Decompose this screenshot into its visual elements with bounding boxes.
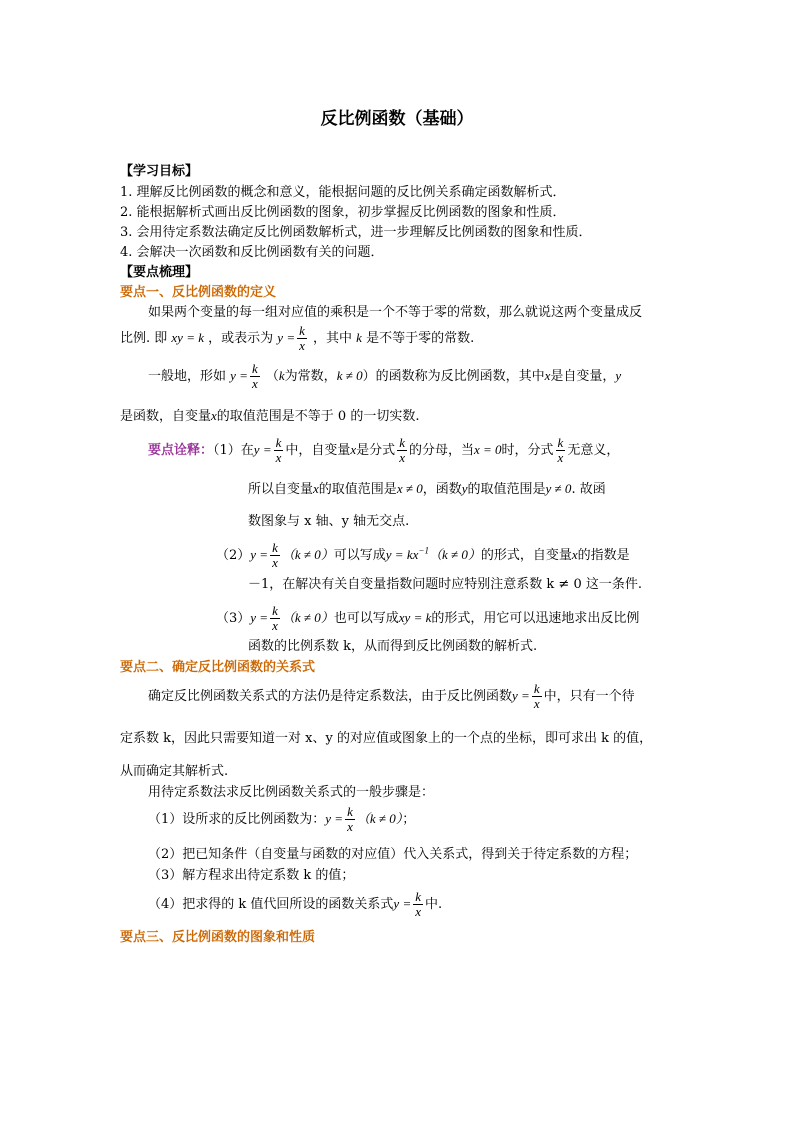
math-x: x [211,408,217,423]
text: ）的函数称为反比例函数，其中 [362,369,545,384]
point1-para2-line1 [148,362,621,391]
denominator: x [251,376,258,391]
denominator: x [299,338,305,353]
denominator: x [272,555,278,570]
note-label: 要点诠释： [148,443,214,458]
fraction-k-over-x [274,436,284,465]
text: ，或表示为 [208,331,274,346]
text: 的形式，用它可以迅速地求出反比例 [431,611,640,626]
point2-para1-line3: 从而确定其解析式. [120,764,229,779]
text: （1）在 [213,443,254,458]
point1-para1-line1: 如果两个变量的每一组对应值的乘积是一个不等于零的常数，那么就说这两个变量成反 [148,305,643,320]
text: 也可以写成 [333,611,399,626]
numerator: k [557,435,564,450]
math-y-eq: y = [512,688,530,703]
text: （2） [216,548,251,563]
text: 的取值范围是不等于 0 的一切实数. [216,409,420,424]
step-2: （2）把已知条件（自变量与函数的对应值）代入关系式，得到关于待定系数的方程； [148,847,638,862]
math-k-ne0: （k ≠ 0） [356,811,403,826]
text: 是分式 [356,443,396,458]
math-xy-k: xy = k [398,610,432,625]
denominator: x [533,696,540,711]
text: 无意义， [567,443,620,458]
text: 的取值范围是 [318,482,397,497]
note-line-2 [248,478,606,497]
math-x: x [571,547,578,562]
math-y: y [461,481,468,496]
goal-item-2: 2. 能根据解析式画出反比例函数的图象，初步掌握反比例函数的图象和性质． [120,205,566,220]
step-1 [148,805,415,834]
text: 是自变量， [550,369,616,384]
numerator: k [272,540,278,555]
text: （ [265,369,279,384]
numerator: k [275,435,282,450]
numerator: k [347,804,353,819]
step-4 [148,890,442,919]
text: 时，分式 [501,443,554,458]
math-y-eq: y = [277,330,296,345]
text: 的指数是 [577,548,630,563]
fraction-k-over-x [250,362,260,391]
point1-para2-line2 [120,405,419,424]
point1-para1-line2 [120,324,474,353]
point2-para1-line1 [148,682,635,711]
math-y-ne0: y ≠ 0 [545,481,572,496]
math-y-eq: y = [230,368,248,383]
goal-item-3: 3. 会用待定系数法确定反比例函数解析式，进一步理解反比例函数的图象和性质． [120,225,592,240]
text: 可以写成 [333,548,386,563]
denominator: x [557,450,564,465]
text: （3） [216,611,251,626]
step-3: （3）解方程求出待定系数 k 的值； [148,868,355,883]
math-y-eq: y = [393,896,412,911]
fraction-k-over-x [297,324,307,353]
text: 的分母，当 [408,443,474,458]
note-line-4 [216,541,630,570]
math-y-eq: y = [250,547,269,562]
text: 中，自变量 [285,443,351,458]
fraction-k-over-x [345,805,355,834]
point2-para1-line2: 定系数 k，因此只需要知道一对 x、y 的对应值或图象上的一个点的坐标，即可求出 k 的值， [120,731,653,746]
fraction-k-over-x [397,436,407,465]
denominator: x [272,618,278,633]
math-k-ne0: k ≠ 0 [336,368,363,383]
fraction-k-over-x [413,890,423,919]
numerator: k [533,681,540,696]
math-x: x [350,442,357,457]
math-k: k [278,368,285,383]
text: . 故函 [571,482,606,497]
goals-heading: 【学习目标】 [120,164,199,179]
math-k-ne0: （k ≠ 0） [428,547,481,562]
numerator: k [415,889,421,904]
steps-intro: 用待定系数法求反比例函数关系式的一般步骤是： [148,785,435,800]
note-line-7: 函数的比例系数 k，从而得到反比例函数的解析式. [248,639,538,654]
math-y-eq: y = [253,442,272,457]
numerator: k [272,603,278,618]
math-y: y [615,368,622,383]
page-title: 反比例函数（基础） [320,109,474,129]
math-k-ne0: （k ≠ 0） [281,547,334,562]
text: 确定反比例函数关系式的方法仍是待定系数法，由于反比例函数 [148,689,513,704]
fraction-k-over-x [532,682,542,711]
math-exponent: −1 [418,545,429,556]
denominator: x [399,450,405,465]
note-line-1 [148,436,619,465]
math-x-eq0: x = 0 [473,442,502,457]
denominator: x [275,450,282,465]
numerator: k [399,435,405,450]
denominator: x [347,819,353,834]
numerator: k [251,361,258,376]
math-x: x [544,368,551,383]
text: 的形式，自变量 [480,548,572,563]
note-line-5: －1，在解决有关自变量指数问题时应特别注意系数 k ≠ 0 这一条件. [248,577,642,592]
text: 一般地，形如 [148,369,227,384]
note-line-6 [216,604,639,633]
text: （1）设所求的反比例函数为： [148,812,326,827]
denominator: x [415,904,421,919]
note-line-3: 数图象与 x 轴、y 轴无交点. [248,514,410,529]
point2-heading: 要点二、确定反比例函数的关系式 [120,660,316,675]
math-xy-k: xy = k [171,330,204,345]
text: ； [402,812,416,827]
numerator: k [299,323,305,338]
math-kx: y = kx [385,547,419,562]
math-k: k [356,330,362,345]
points-heading: 【要点梳理】 [120,265,199,280]
math-y-eq: y = [250,610,269,625]
text: ，函数 [422,482,462,497]
goal-item-4: 4. 会解决一次函数和反比例函数有关的问题． [120,245,384,260]
text: 是函数，自变量 [120,409,212,424]
text: （4）把求得的 k 值代回所设的函数关系式 [148,897,394,912]
text: 是不等于零的常数. [366,331,475,346]
text: 为常数， [284,369,337,384]
text: 中. [425,897,443,912]
fraction-k-over-x [556,436,566,465]
text: 中，只有一个待 [543,689,635,704]
fraction-k-over-x [270,541,280,570]
math-x-ne0: x ≠ 0 [396,481,423,496]
text: 的取值范围是 [467,482,546,497]
text: 比例. 即 [120,331,168,346]
math-x: x [313,481,319,496]
point3-heading: 要点三、反比例函数的图象和性质 [120,930,316,945]
text: ，其中 [313,331,353,346]
point1-heading: 要点一、反比例函数的定义 [120,285,277,300]
fraction-k-over-x [270,604,280,633]
goal-item-1: 1. 理解反比例函数的概念和意义，能根据问题的反比例关系确定函数解析式． [120,185,566,200]
math-k-ne0: （k ≠ 0） [281,610,334,625]
math-y-eq: y = [325,811,344,826]
text: 所以自变量 [248,482,314,497]
